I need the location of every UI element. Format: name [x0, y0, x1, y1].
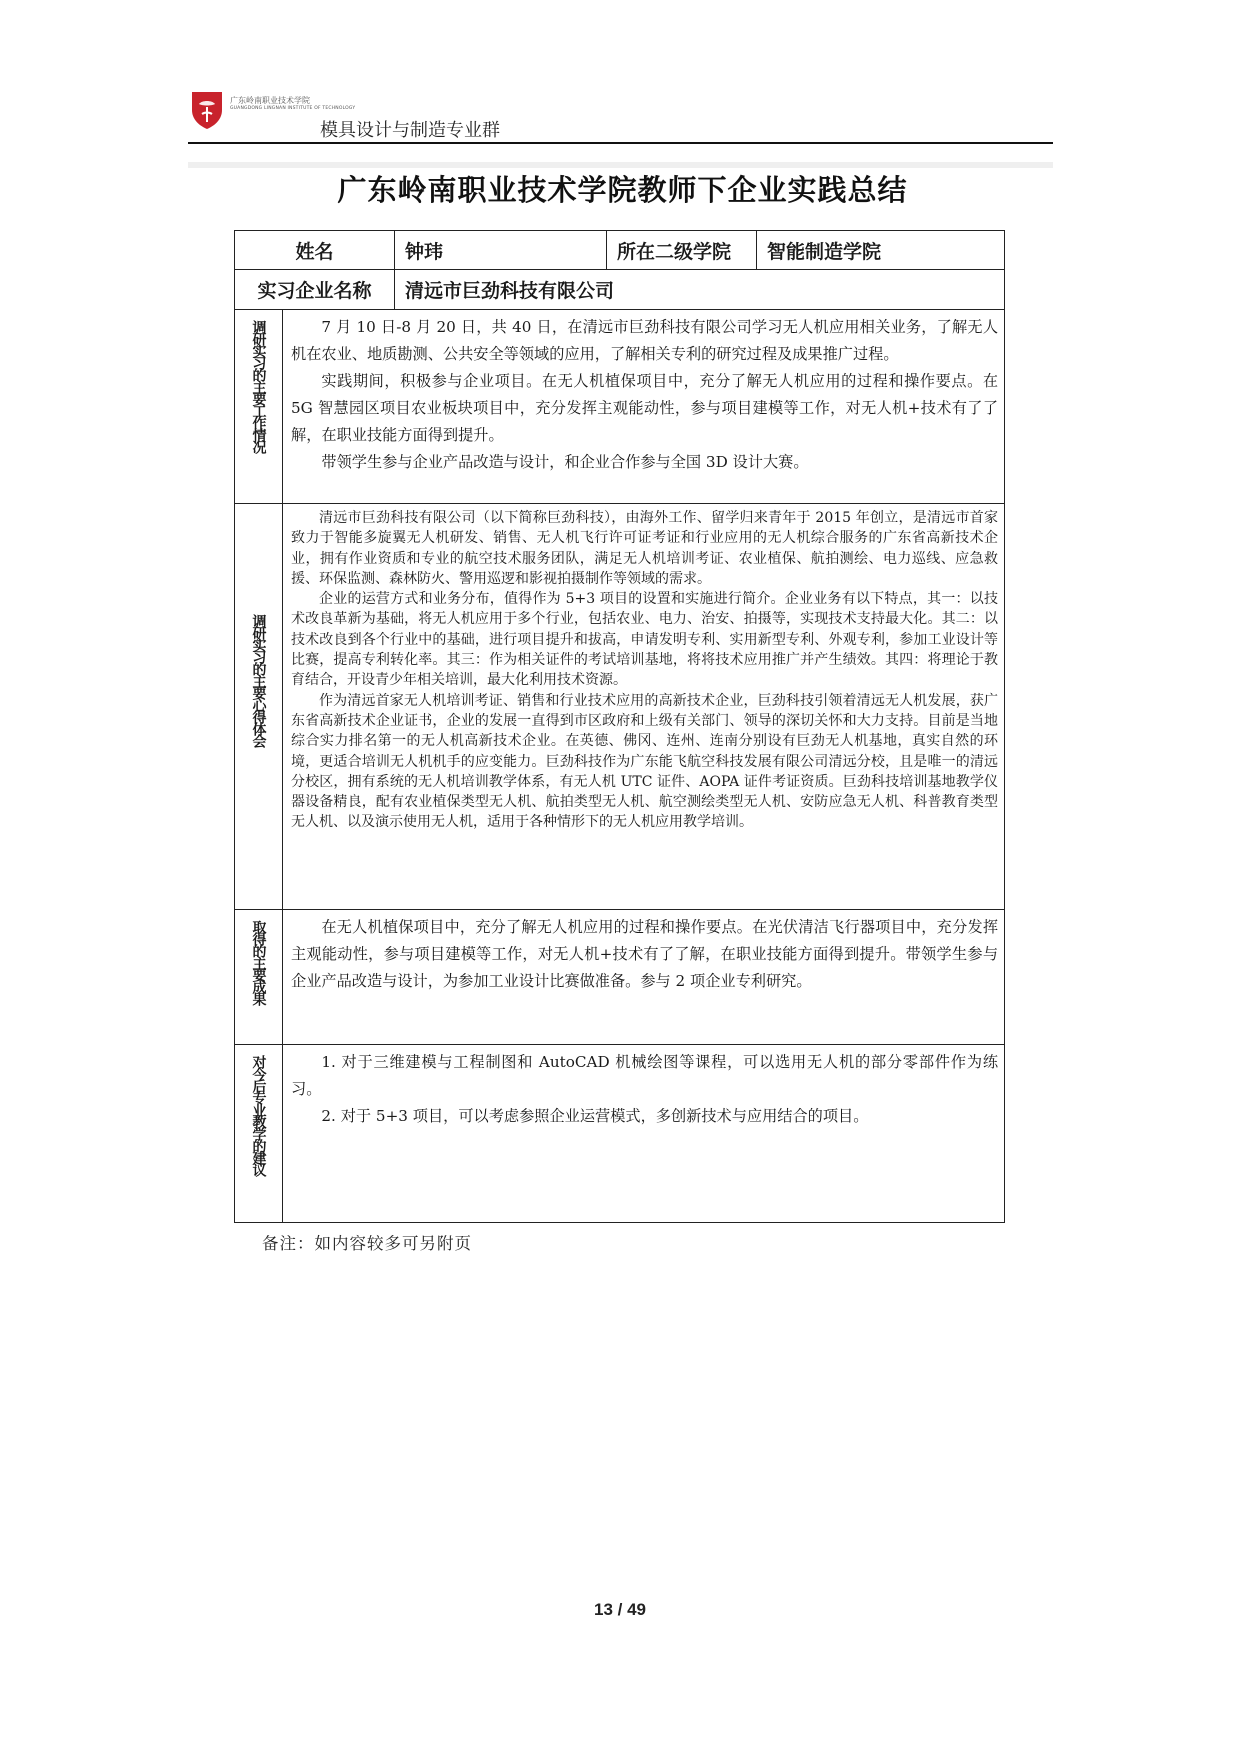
section-label-cell: [235, 310, 283, 504]
company-value: 清远市巨劲科技有限公司: [395, 270, 1005, 310]
company-label: 实习企业名称: [235, 270, 395, 310]
name-row: [235, 231, 1005, 270]
paragraph: 作为清远首家无人机培训考证、销售和行业技术应用的高新技术企业，巨劲科技引领着清远无人机发展，获广东省高新技术企业证书，企业的发展一直得到市区政府和上级有关部门、领导的深切关怀和大力支持。目前是当地综合实力排名第一的无人机高新技术企业。在英德、佛冈、连州、连南分别设有巨劲无人机基地，真实自然的环境，更适合培训无人机机手的应变能力。巨劲科技作为广东能飞航空科技发展有限公司清远分校，且是唯一的清远分校区，拥有系统的无人机培训教学体系，有无人机 UTC 证件、AOPA 证件考证资质。巨劲科技培训基地教学仪器设备精良，配有农业植保类型无人机、航拍类型无人机、航空测绘类型无人机、安防应急无人机、科普教育类型无人机、以及演示使用无人机，适用于各种情形下的无人机应用教学培训。: [291, 692, 999, 831]
section-content-work: [283, 310, 1005, 504]
section-content-suggestions: [283, 1045, 1005, 1223]
section-row-insights: [235, 504, 1005, 910]
footnote: 备注：如内容较多可另附页: [262, 1234, 472, 1253]
paragraph: 清远市巨劲科技有限公司（以下简称巨劲科技），由海外工作、留学归来青年于 2015 年创立，是清远市首家致力于智能多旋翼无人机研发、销售、无人机飞行许可证考证和行业应用的无人机综合服务的广东省高新技术企业，拥有作业资质和专业的航空技术服务团队，满足无人机培训考证、农业植保、航拍测绘、电力巡线、应急救援、环保监测、森林防火、警用巡逻和影视拍摄制作等领域的需求。: [291, 510, 999, 587]
paragraph: 带领学生参与企业产品改造与设计，和企业合作参与全国 3D 设计大赛。: [321, 453, 809, 471]
practice-summary-table: [234, 230, 1005, 1223]
logo-chinese-name: 广东岭南职业技术学院: [230, 96, 310, 105]
paragraph: 实践期间，积极参与企业项目。在无人机植保项目中，充分了解无人机应用的过程和操作要点。在 5G 智慧园区项目农业板块项目中，充分发挥主观能动性，参与项目建模等工作，对无人机+技术有了了解，在职业技能方面得到提升。: [291, 372, 999, 444]
school-logo-text: [230, 96, 355, 112]
paragraph: 在无人机植保项目中，充分了解无人机应用的过程和操作要点。在光伏清洁飞行器项目中，充分发挥主观能动性，参与项目建模等工作，对无人机+技术有了了解，在职业技能方面得到提升。带领学生参与企业产品改造与设计，为参加工业设计比赛做准备。参与 2 项企业专利研究。: [291, 918, 999, 990]
section-content-insights: [283, 504, 1005, 910]
section-label-cell: [235, 504, 283, 910]
section-label-cell: [235, 910, 283, 1045]
section-label-work: 调研实习的主要工作情况: [250, 320, 267, 452]
section-label-insights: 调研实习的主要心得体会: [250, 614, 267, 746]
section-label-cell: [235, 1045, 283, 1223]
section-row-results: [235, 910, 1005, 1045]
paragraph: 2. 对于 5+3 项目，可以考虑参照企业运营模式，多创新技术与应用结合的项目。: [321, 1107, 869, 1125]
name-value: 钟玮: [395, 231, 607, 270]
college-value: 智能制造学院: [757, 231, 1005, 270]
name-label: 姓名: [235, 231, 395, 270]
logo-english-name: GUANGDONG LINGNAN INSTITUTE OF TECHNOLOGY: [230, 106, 356, 111]
paragraph: 企业的运营方式和业务分布，值得作为 5+3 项目的设置和实施进行简介。企业业务有以下特点，其一：以技术改良革新为基础，将无人机应用于多个行业，包括农业、电力、治安、拍摄等，实现技术支持最大化。其二：以技术改良到各个行业中的基础，进行项目提升和拔高，申请发明专利、实用新型专利、外观专利，参加工业设计等比赛，提高专利转化率。其三：作为相关证件的考试培训基地，将将技术应用推广并产生绩效。其四：将理论于教育结合，开设青少年相关培训，最大化利用技术资源。: [291, 591, 999, 689]
section-label-suggestions: 对今后专业教学的建议: [250, 1055, 267, 1175]
document-title: 广东岭南职业技术学院教师下企业实践总结: [337, 173, 908, 207]
school-logo: [190, 90, 224, 130]
section-label-results: 取得的主要成果: [250, 920, 267, 1004]
section-row-work: [235, 310, 1005, 504]
header-subtitle: 模具设计与制造专业群: [320, 120, 500, 141]
page-number: 13 / 49: [594, 1600, 646, 1619]
header-divider: [188, 142, 1053, 144]
paragraph: 7 月 10 日-8 月 20 日，共 40 日，在清远市巨劲科技有限公司学习无人机应用相关业务，了解无人机在农业、地质勘测、公共安全等领域的应用，了解相关专利的研究过程及成果推广过程。: [291, 318, 999, 363]
section-content-results: [283, 910, 1005, 1045]
section-row-suggestions: [235, 1045, 1005, 1223]
company-row: [235, 270, 1005, 310]
college-label: 所在二级学院: [607, 231, 757, 270]
paragraph: 1. 对于三维建模与工程制图和 AutoCAD 机械绘图等课程，可以选用无人机的部分零部件作为练习。: [291, 1053, 999, 1098]
